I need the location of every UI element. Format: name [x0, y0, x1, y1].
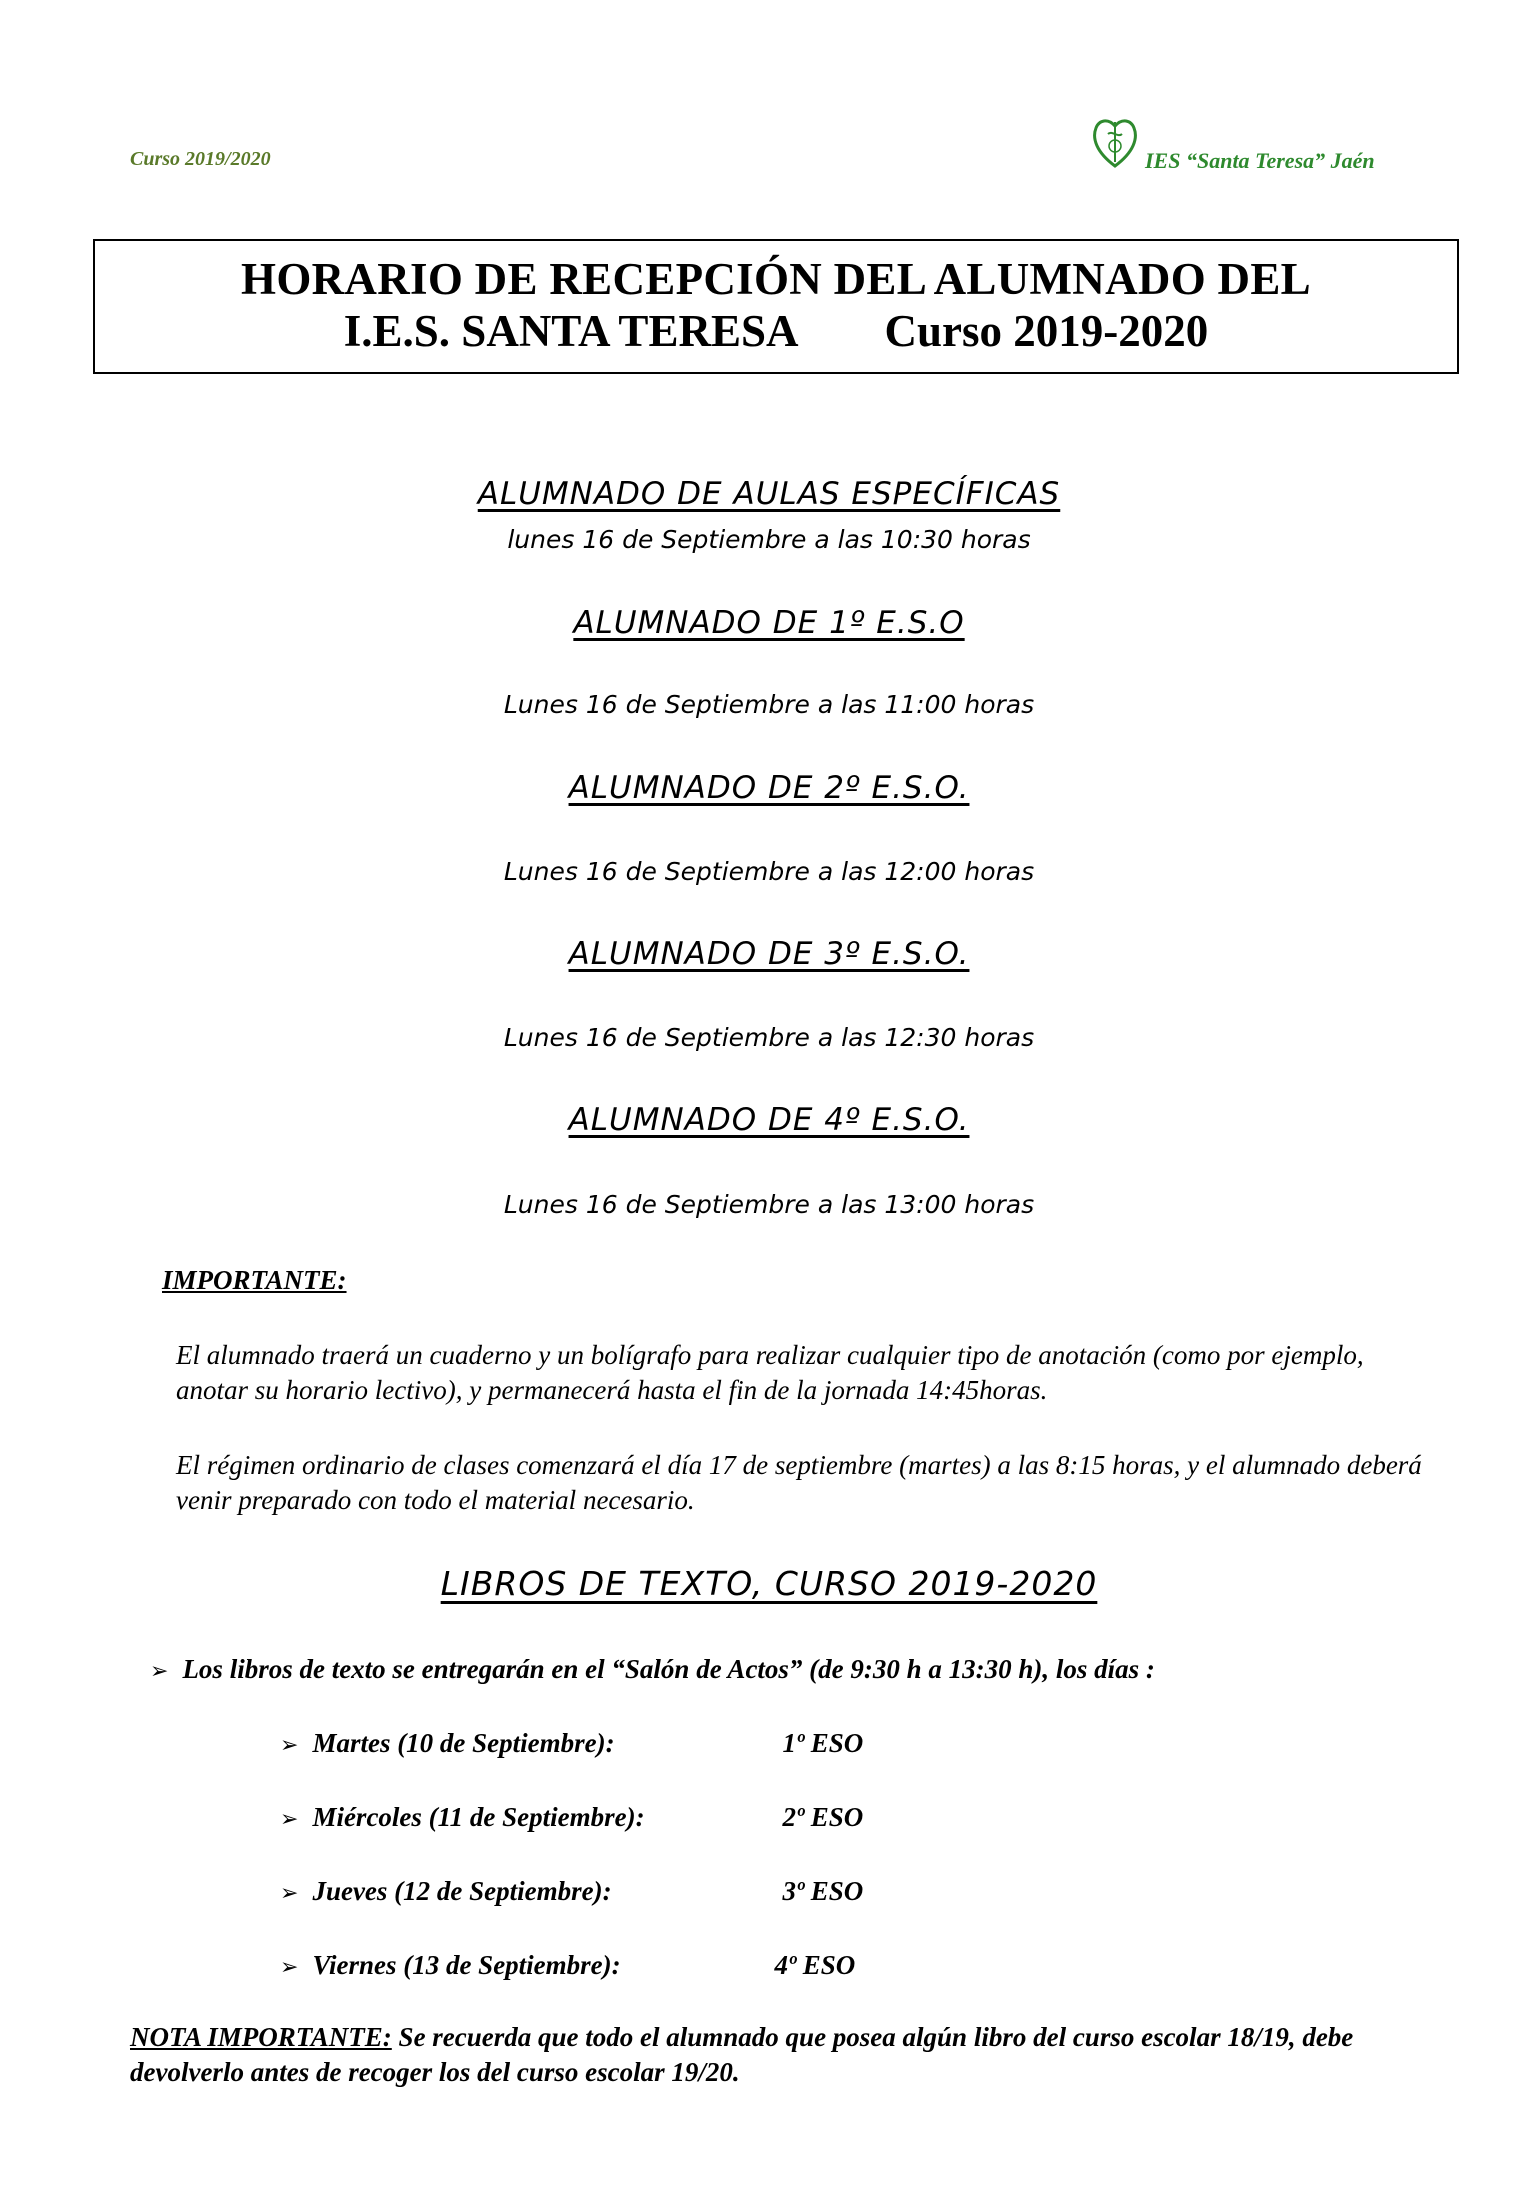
delivery-course: 4º ESO: [774, 1950, 856, 1980]
session-time-aulas: lunes 16 de Septiembre a las 10:30 horas: [507, 525, 1031, 554]
bullet-arrow-icon: ➢: [280, 1955, 299, 1980]
session-time-3eso: Lunes 16 de Septiembre a las 12:30 horas: [503, 1023, 1035, 1052]
important-label: IMPORTANTE:: [162, 1265, 347, 1295]
page-title-line1: HORARIO DE RECEPCIÓN DEL ALUMNADO DEL: [241, 254, 1311, 304]
books-title: LIBROS DE TEXTO, CURSO 2019-2020: [440, 1564, 1098, 1603]
session-time-1eso: Lunes 16 de Septiembre a las 11:00 horas: [503, 690, 1035, 719]
important-paragraph-2: El régimen ordinario de clases comenzará el día 17 de septiembre (martes) a las 8:15 horas, y el alumnado deberá venir preparado con todo el material necesario.: [176, 1450, 1422, 1515]
session-time-2eso: Lunes 16 de Septiembre a las 12:00 horas: [503, 857, 1035, 886]
note-important: [130, 2020, 1430, 2090]
note-text: Se recuerda que todo el alumnado que posea algún libro del curso escolar 18/19, debe devolverlo antes de recoger los del curso escolar 19/20.: [130, 2022, 1354, 2087]
books-intro-text: Los libros de texto se entregarán en el “Salón de Actos” (de 9:30 h a 13:30 h), los días :: [182, 1654, 1155, 1684]
bullet-arrow-icon: ➢: [280, 1881, 299, 1906]
session-title-3eso: ALUMNADO DE 3º E.S.O.: [568, 936, 970, 972]
delivery-day: Viernes (13 de Septiembre):: [312, 1950, 621, 1980]
course-header-label: Curso 2019/2020: [130, 148, 271, 170]
delivery-day: Miércoles (11 de Septiembre):: [312, 1802, 645, 1832]
delivery-day: Jueves (12 de Septiembre):: [312, 1876, 612, 1906]
bullet-arrow-icon: ➢: [280, 1807, 299, 1832]
session-time-4eso: Lunes 16 de Septiembre a las 13:00 horas: [503, 1190, 1035, 1219]
delivery-course: 2º ESO: [782, 1802, 864, 1832]
list-item: [280, 1876, 863, 1907]
session-title-4eso: ALUMNADO DE 4º E.S.O.: [568, 1102, 970, 1138]
school-name: IES “Santa Teresa” Jaén: [1145, 148, 1375, 173]
note-label: NOTA IMPORTANTE:: [130, 2022, 392, 2052]
school-header: [1090, 112, 1420, 172]
list-item: [280, 1950, 855, 1981]
bullet-arrow-icon: ➢: [280, 1733, 299, 1758]
session-title-aulas: ALUMNADO DE AULAS ESPECÍFICAS: [477, 476, 1061, 512]
delivery-course: 1º ESO: [782, 1728, 864, 1758]
delivery-course: 3º ESO: [782, 1876, 864, 1906]
title-box: [93, 239, 1459, 374]
school-logo-icon: [1090, 112, 1140, 170]
important-paragraph-1: El alumnado traerá un cuaderno y un bolígrafo para realizar cualquier tipo de anotación (como por ejemplo, anotar su horario lectivo), y permanecerá hasta el fin de la jornada 14:45horas.: [176, 1340, 1364, 1405]
delivery-day: Martes (10 de Septiembre):: [312, 1728, 615, 1758]
list-item: [280, 1802, 863, 1833]
session-title-1eso: ALUMNADO DE 1º E.S.O: [573, 605, 965, 641]
page-title-line2: [95, 305, 1457, 357]
course-title: Curso 2019-2020: [884, 306, 1209, 356]
list-item: [280, 1728, 863, 1759]
books-intro-bullet: [150, 1654, 1155, 1685]
session-title-2eso: ALUMNADO DE 2º E.S.O.: [568, 770, 970, 806]
bullet-arrow-icon: ➢: [150, 1659, 169, 1684]
school-title: I.E.S. SANTA TERESA: [343, 306, 799, 356]
